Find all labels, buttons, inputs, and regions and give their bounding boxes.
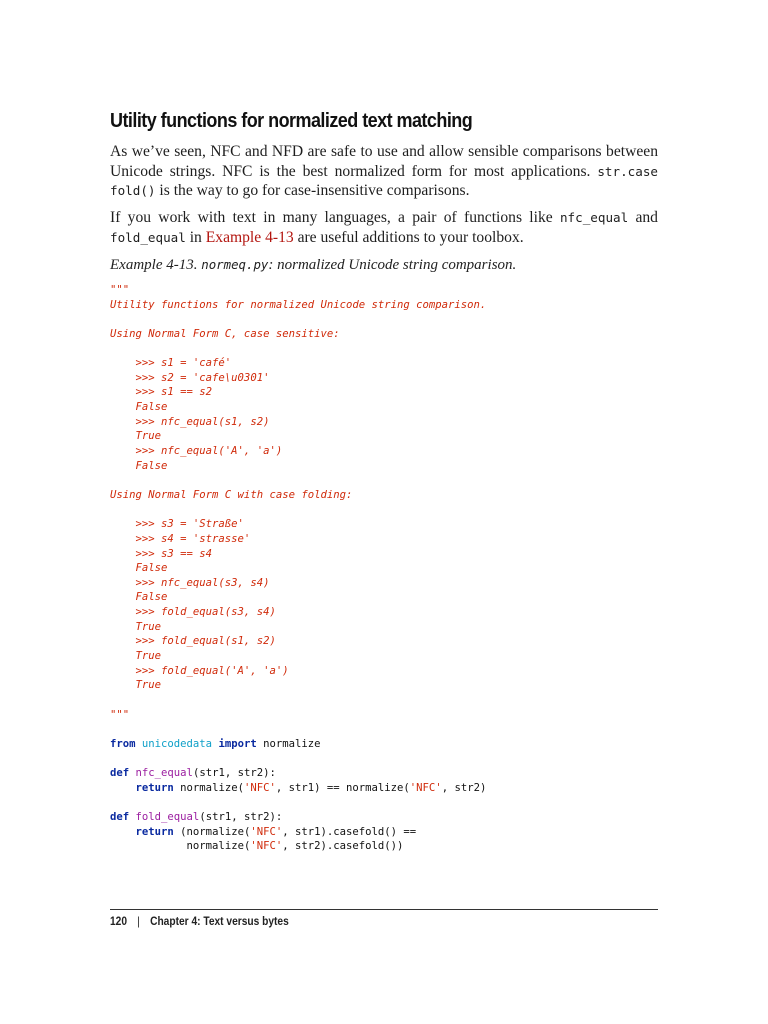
para2-text-1: If you work with text in many languages, a pair of functions like xyxy=(110,209,560,226)
docstring-line: >>> nfc_equal(s3, s4) xyxy=(110,576,270,589)
docstring-line: False xyxy=(110,591,168,604)
fn-name-nfc-equal: nfc_equal xyxy=(135,767,193,780)
kw-return: return xyxy=(135,825,174,838)
docstring-line: True xyxy=(110,650,162,663)
docstring-line: >>> s1 = 'café' xyxy=(110,357,232,370)
string-literal: 'NFC' xyxy=(250,840,283,853)
code-segment: normalize( xyxy=(186,840,251,853)
code-line-continuation xyxy=(110,839,486,854)
docstring-line xyxy=(110,342,486,357)
string-literal: 'NFC' xyxy=(409,781,442,794)
code-segment: normalize( xyxy=(173,781,244,794)
docstring-line: >>> nfc_equal(s1, s2) xyxy=(110,415,270,428)
kw-return: return xyxy=(135,781,174,794)
kw-def: def xyxy=(110,767,130,780)
code-line-blank xyxy=(110,752,486,767)
code-line-blank xyxy=(110,722,486,737)
docstring-line: """ xyxy=(110,708,130,721)
docstring-line: >>> fold_equal(s1, s2) xyxy=(110,635,276,648)
para2-text-4: are useful additions to your toolbox. xyxy=(293,228,524,246)
para2-text-3: in xyxy=(185,228,206,246)
footer-separator: | xyxy=(137,914,140,928)
docstring-line: >>> s2 = 'cafe\u0301' xyxy=(110,371,270,384)
kw-import: import xyxy=(218,737,257,750)
code-segment: , str2).casefold()) xyxy=(282,840,404,853)
caption-text: : normalized Unicode string comparison. xyxy=(268,257,517,273)
code-line-blank xyxy=(110,795,486,810)
inline-code-fold-equal: fold_equal xyxy=(110,229,186,245)
caption-filename: normeq.py xyxy=(201,257,269,272)
intro-text-1: As we’ve seen, NFC and NFD are safe to use and allow sensible comparisons between Unicode strings. NFC is the best normalized form for most applications. xyxy=(110,143,658,180)
footer-rule xyxy=(110,909,658,910)
code-segment: (normalize( xyxy=(173,825,251,838)
docstring-line xyxy=(110,312,486,327)
page-footer xyxy=(110,914,289,928)
fn-name-fold-equal: fold_equal xyxy=(135,811,200,824)
docstring-line: >>> nfc_equal('A', 'a') xyxy=(110,445,283,458)
inline-code-nfc-equal: nfc_equal xyxy=(559,210,629,225)
docstring-line: True xyxy=(110,430,162,443)
code-line-return-fold xyxy=(110,825,486,840)
docstring-line: Utility functions for normalized Unicode string comparison. xyxy=(110,298,487,311)
docstring-line: False xyxy=(110,459,168,472)
indent xyxy=(110,840,187,852)
example-caption xyxy=(110,257,516,274)
section-heading: Utility functions for normalized text matching xyxy=(110,110,473,132)
fn-args: (str1, str2): xyxy=(192,767,276,780)
docstring-line: True xyxy=(110,620,162,633)
docstring-line: False xyxy=(110,401,168,414)
docstring-line: Using Normal Form C, case sensitive: xyxy=(110,327,340,340)
kw-def: def xyxy=(110,811,130,824)
second-paragraph xyxy=(110,208,658,247)
page-number: 120 xyxy=(110,914,128,928)
docstring-line xyxy=(110,473,486,488)
docstring-line: >>> fold_equal('A', 'a') xyxy=(110,664,289,677)
caption-label: Example 4-13. xyxy=(110,257,202,273)
code-segment: , str1).casefold() == xyxy=(282,825,417,838)
code-line-def-nfc xyxy=(110,766,486,781)
code-listing xyxy=(110,283,486,854)
inline-code-str-casefold: str.case fold() xyxy=(110,163,658,198)
code-line-def-fold xyxy=(110,810,486,825)
indent xyxy=(110,826,136,838)
docstring-line: >>> s3 = 'Straße' xyxy=(110,518,244,531)
intro-text-2: is the way to go for case-insensitive comparisons. xyxy=(155,182,470,199)
docstring-block xyxy=(110,283,486,722)
example-link[interactable]: Example 4-13 xyxy=(205,228,294,246)
docstring-line: >>> fold_equal(s3, s4) xyxy=(110,606,276,619)
code-segment: , str2) xyxy=(441,781,487,794)
docstring-line: """ xyxy=(110,284,130,296)
code-line-return-nfc xyxy=(110,781,486,796)
intro-paragraph xyxy=(110,142,658,201)
docstring-line: False xyxy=(110,562,168,575)
module-name: unicodedata xyxy=(141,737,213,750)
code-segment: , str1) == normalize( xyxy=(275,781,410,794)
chapter-title: Chapter 4: Text versus bytes xyxy=(150,914,289,928)
docstring-line: >>> s3 == s4 xyxy=(110,547,213,560)
docstring-line: True xyxy=(110,679,162,692)
docstring-line: >>> s1 == s2 xyxy=(110,386,213,399)
indent xyxy=(110,782,136,794)
code-line-import xyxy=(110,737,486,752)
docstring-line xyxy=(110,693,486,708)
docstring-line: Using Normal Form C with case folding: xyxy=(110,488,353,501)
string-literal: 'NFC' xyxy=(243,781,276,794)
import-name: normalize xyxy=(263,737,321,750)
docstring-line: >>> s4 = 'strasse' xyxy=(110,532,251,545)
para2-text-2: and xyxy=(628,209,658,226)
kw-from: from xyxy=(110,737,136,750)
fn-args: (str1, str2): xyxy=(199,811,283,824)
docstring-line xyxy=(110,503,486,518)
string-literal: 'NFC' xyxy=(250,825,283,838)
